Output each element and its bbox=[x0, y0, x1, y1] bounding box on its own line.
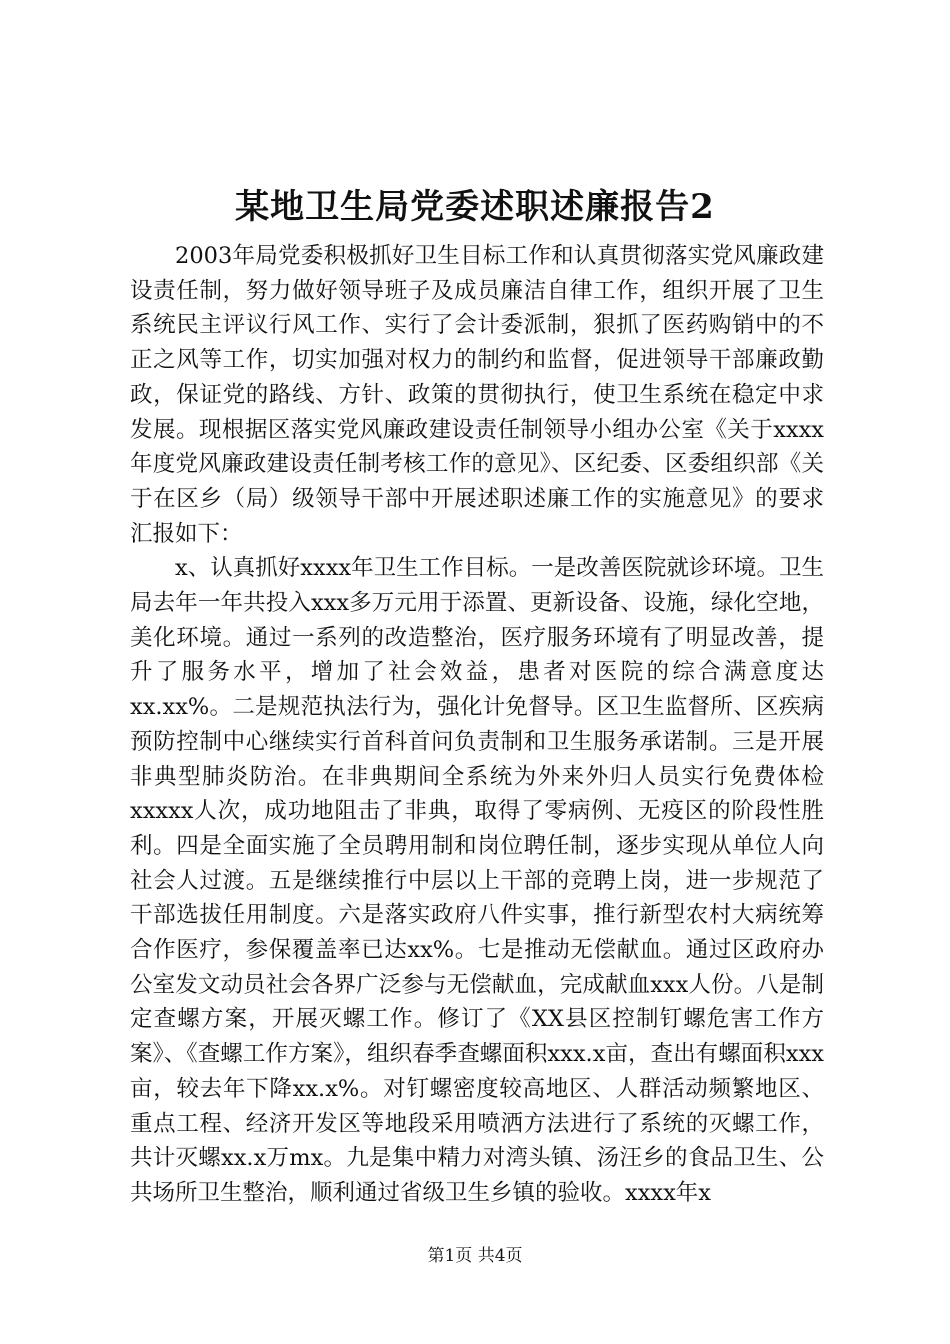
page-footer: 第1页 共4页 bbox=[427, 1246, 523, 1266]
paragraph-work-goals: x、认真抓好xxxx年卫生工作目标。一是改善医院就诊环境。卫生局去年一年共投入xxx多万元用于添置、更新设备、设施，绿化空地，美化环境。通过一系列的改造整治，医疗服务环境有了明显改善，提升了服务水平，增加了社会效益，患者对医院的综合满意度达xx.xx%。二是规范执法行为，强化计免督导。区卫生监督所、区疾病预防控制中心继续实行首科首问负责制和卫生服务承诺制。三是开展非典型肺炎防治。在非典期间全系统为外来外归人员实行免费体检xxxxx人次，成功地阻击了非典，取得了零病例、无疫区的阶段性胜利。四是全面实施了全员聘用制和岗位聘任制，逐步实现从单位人向社会人过渡。五是继续推行中层以上干部的竞聘上岗，进一步规范了干部选拔任用制度。六是落实政府八件实事，推行新型农村大病统筹合作医疗，参保覆盖率已达xx%。七是推动无偿献血。通过区政府办公室发文动员社会各界广泛参与无偿献血，完成献血xxx人份。八是制定查螺方案，开展灭螺工作。修订了《XX县区控制钉螺危害工作方案》、《查螺工作方案》，组织春季查螺面积xxx.x亩，查出有螺面积xxx亩，较去年下降xx.x%。对钉螺密度较高地区、人群活动频繁地区、重点工程、经济开发区等地段采用喷洒方法进行了系统的灭螺工作，共计灭螺xx.x万mx。九是集中精力对湾头镇、汤汪乡的食品卫生、公共场所卫生整治，顺利通过省级卫生乡镇的验收。xxxx年x bbox=[130, 555, 824, 1206]
paragraph-intro: 2003年局党委积极抓好卫生目标工作和认真贯彻落实党风廉政建设责任制，努力做好领导班子及成员廉洁自律工作，组织开展了卫生系统民主评议行风工作、实行了会计委派制，狠抓了医药购销中的不正之风等工作，切实加强对权力的制约和监督，促进领导干部廉政勤政，保证党的路线、方针、政策的贯彻执行，使卫生系统在稳定中求发展。现根据区落实党风廉政建设责任制领导小组办公室《关于xxxx年度党风廉政建设责任制考核工作的意见》、区纪委、区委组织部《关于在区乡（局）级领导干部中开展述职述廉工作的实施意见》的要求汇报如下： bbox=[130, 243, 824, 547]
document-body bbox=[130, 239, 824, 1211]
document-title: 某地卫生局党委述职述廉报告2 bbox=[235, 187, 715, 227]
